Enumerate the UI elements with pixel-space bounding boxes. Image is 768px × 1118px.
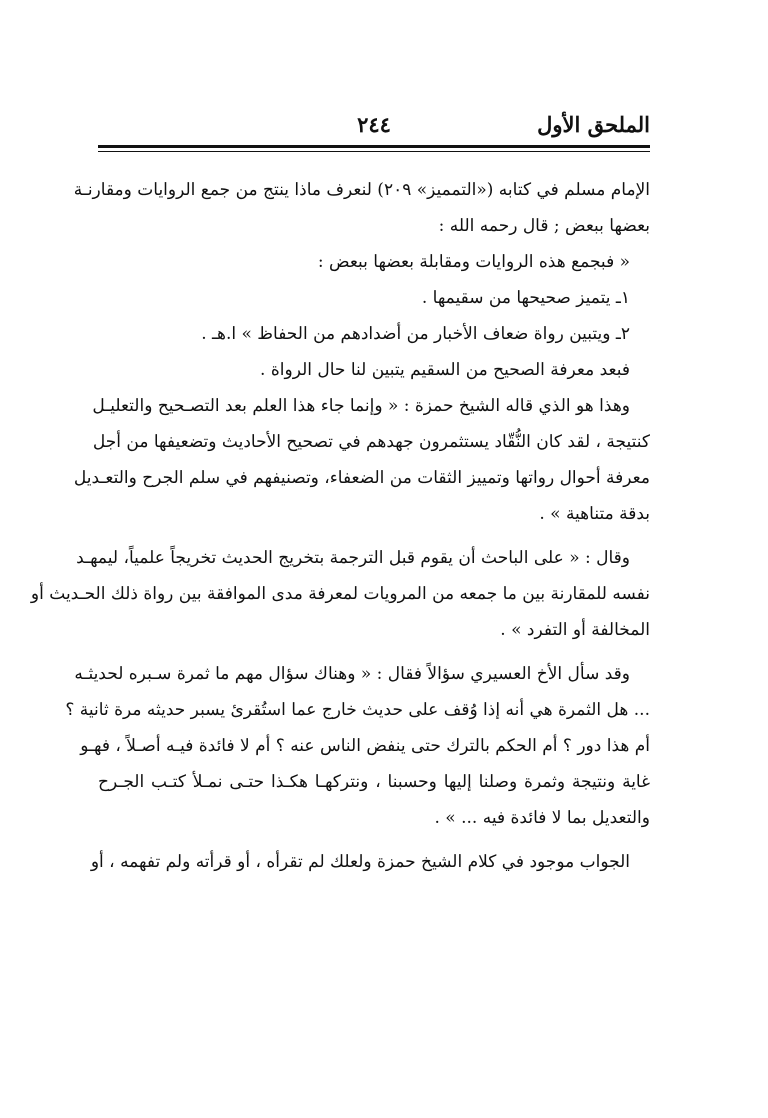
text-line: « فبجمع هذه الروايات ومقابلة بعضها ببعض : (317, 252, 630, 272)
text-line: بعضها ببعض ; قال رحمه الله : (438, 216, 650, 236)
text-line: الجواب موجود في كلام الشيخ حمزة ولعلك لم تقرأه ، أو قرأته ولم تفهمه ، أو (90, 852, 630, 872)
text-line: بدقة متناهية » . (539, 504, 650, 524)
text-line: ١ـ يتميز صحيحها من سقيمها . (421, 288, 630, 308)
text-line: فبعد معرفة الصحيح من السقيم يتبين لنا حال الرواة . (260, 360, 630, 380)
header-rule-thin (98, 151, 650, 152)
text-line: ... هل الثمرة هي أنه إذا وُقف على حديث خارج عما استُقرئ يسبر حديثه مرة ثانية ؟ (65, 700, 650, 720)
page-header (98, 112, 650, 142)
text-line: نفسه للمقارنة بين ما جمعه من المرويات لمعرفة مدى الموافقة بين رواة ذلك الحـديث أو (30, 584, 650, 604)
paragraph-gap (98, 648, 650, 656)
page-number: ٢٤٤ (357, 112, 391, 137)
text-line: كنتيجة ، لقد كان النُّقّاد يستثمرون جهدهم في تصحيح الأحاديث وتضعيفها من أجل (92, 432, 650, 452)
text-line: وهذا هو الذي قاله الشيخ حمزة : « وإنما جاء هذا العلم بعد التصـحيح والتعليـل (92, 396, 630, 416)
section-title: الملحق الأول (537, 112, 650, 137)
text-line: أم هذا دور ؟ أم الحكم بالترك حتى ينفض الناس عنه ؟ أم لا فائدة فيـه أصـلاً ، فهـو (80, 736, 650, 756)
header-rule-thick (98, 145, 650, 148)
paragraph-gap (98, 532, 650, 540)
paragraph-gap (98, 836, 650, 844)
text-line: غاية ونتيجة وثمرة وصلنا إليها وحسبنا ، ونتركهـا هكـذا حتـى نمـلأ كتـب الجـرح (98, 772, 650, 792)
text-line: المخالفة أو التفرد » . (500, 620, 650, 640)
text-line: الإمام مسلم في كتابه («التمميز» ٢٠٩) لنعرف ماذا ينتج من جمع الروايات ومقارنـة (73, 180, 650, 200)
text-line: والتعديل بما لا فائدة فيه ... » . (434, 808, 650, 828)
text-line: وقال : « على الباحث أن يقوم قبل الترجمة بتخريج الحديث تخريجاً علمياً، ليمهـد (76, 548, 630, 568)
body-text (30, 172, 650, 880)
text-line: ٢ـ ويتبين رواة ضعاف الأخبار من أضدادهم من الحفاظ » ا.هـ . (201, 324, 630, 344)
text-line: وقد سأل الأخ العسيري سؤالاً فقال : « وهناك سؤال مهم ما ثمرة سـبره لحديثـه (74, 664, 630, 684)
text-line: معرفة أحوال رواتها وتمييز الثقات من الضعفاء، وتصنيفهم في سلم الجرح والتعـديل (73, 468, 650, 488)
